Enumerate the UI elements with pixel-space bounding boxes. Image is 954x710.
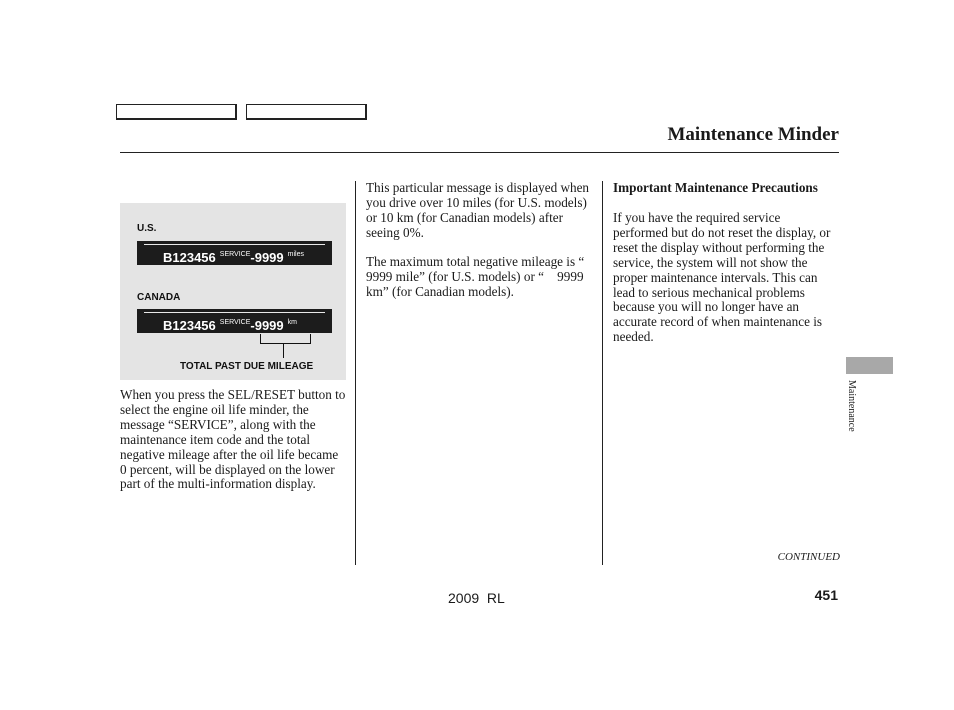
section-tab-marker[interactable] <box>846 357 893 374</box>
display-canada <box>137 309 332 333</box>
figure-label-canada: CANADA <box>137 292 181 303</box>
callout-label: TOTAL PAST DUE MILEAGE <box>180 361 314 372</box>
display-divider-line <box>144 312 325 313</box>
display-mileage-value: -9999 <box>250 250 284 265</box>
figure-label-us: U.S. <box>137 223 157 234</box>
nav-tab-previous[interactable] <box>116 104 237 120</box>
display-mileage-value: -9999 <box>250 318 284 333</box>
display-service-label: SERVICE <box>219 251 251 258</box>
display-service-label: SERVICE <box>219 319 251 326</box>
callout-leader-line <box>283 343 284 358</box>
page-title: Maintenance Minder <box>667 124 839 145</box>
paragraph-middle-2: The maximum total negative mileage is “ 9999 mile” (for U.S. models) or “ 9999 km” (for Canadian models). <box>366 254 598 299</box>
display-code: B123456 <box>163 250 216 265</box>
column-divider-right <box>602 181 603 565</box>
page-number: 451 <box>814 587 838 603</box>
callout-bracket <box>260 334 311 344</box>
display-readout-us <box>163 248 304 265</box>
section-tab-label: Maintenance <box>846 380 857 432</box>
paragraph-left: When you press the SEL/RESET button to select the engine oil life minder, the message “SERVICE”, along with the maintenance item code and the total negative mileage after the oil life became 0 percent, will be displayed on the lower part of the multi-information display. <box>120 387 346 492</box>
continued-label: CONTINUED <box>777 551 840 563</box>
title-divider <box>120 152 839 153</box>
display-unit: km <box>287 319 297 326</box>
display-unit: miles <box>287 251 304 258</box>
display-figure <box>120 203 346 380</box>
display-code: B123456 <box>163 318 216 333</box>
paragraph-middle-1: This particular message is displayed when you drive over 10 miles (for U.S. models) or 10 km (for Canadian models) after seeing 0%. <box>366 180 590 240</box>
footer-model: 2009 RL <box>448 590 505 606</box>
column-divider-left <box>355 181 356 565</box>
section-heading: Important Maintenance Precautions <box>613 180 818 195</box>
paragraph-right: If you have the required service performed but do not reset the display, or reset the display without performing the service, the system will not show the proper maintenance intervals. This can lead to serious mechanical problems because you will no longer have an accurate record of when maintenance is needed. <box>613 210 831 345</box>
display-divider-line <box>144 244 325 245</box>
display-readout-canada <box>163 316 297 333</box>
nav-tab-contents[interactable] <box>246 104 367 120</box>
display-us <box>137 241 332 265</box>
